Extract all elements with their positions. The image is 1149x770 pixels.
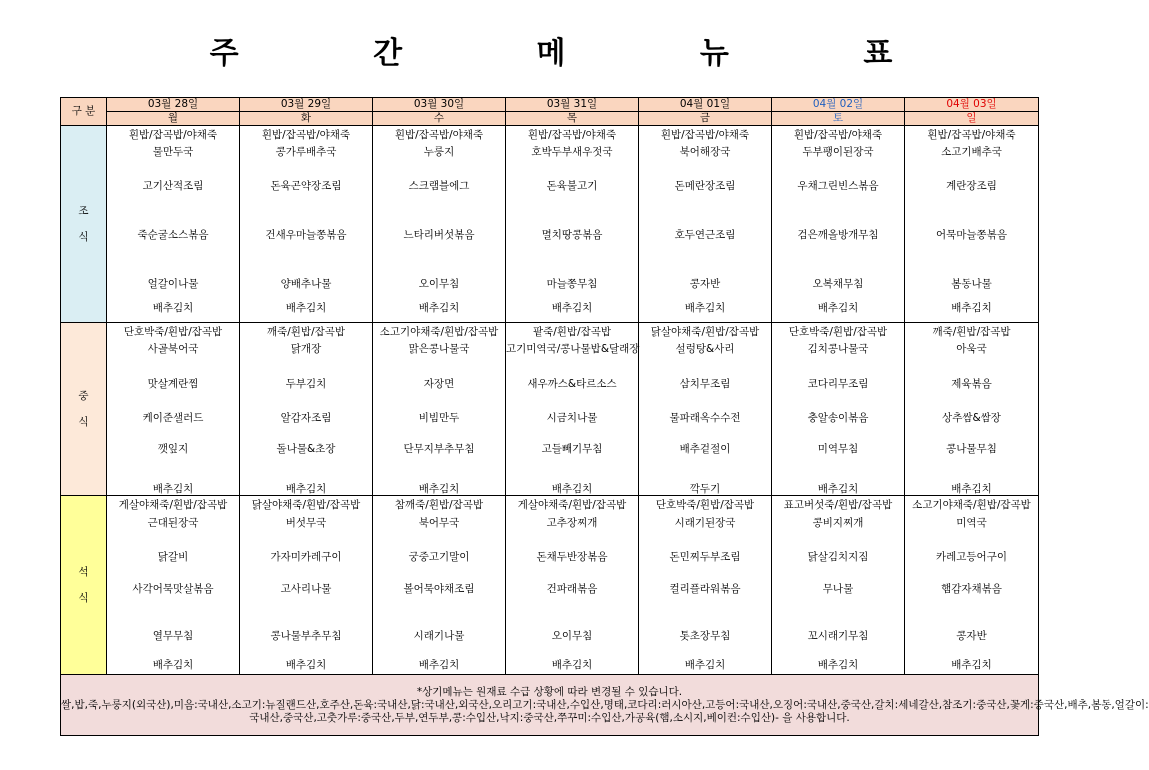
menu-item: 죽순굴소스볶음 [137, 229, 209, 241]
menu-item: 오이무침 [418, 278, 460, 290]
menu-item: 흰밥/잡곡밥/야채죽 [261, 129, 351, 141]
lunch-day-cell [373, 323, 506, 496]
menu-item: 콩자반 [956, 630, 987, 642]
menu-item: 배추김치 [285, 483, 327, 495]
menu-item: 두부팽이된장국 [802, 146, 874, 158]
meal-label-char: 식 [78, 416, 89, 428]
menu-item: 닭개장 [290, 343, 322, 355]
menu-item: 단무지부추무침 [403, 443, 475, 455]
menu-item: 배추김치 [817, 659, 859, 671]
gubun-header: 구 분 [61, 98, 107, 126]
menu-item: 깍두기 [689, 483, 721, 495]
menu-item: 배추김치 [551, 302, 593, 314]
dinner-day-cell [772, 496, 905, 675]
meal-label-char: 식 [78, 592, 89, 604]
menu-item: 톳초장무침 [679, 630, 731, 642]
menu-item: 북어해장국 [679, 146, 731, 158]
menu-item: 소고기야채죽/흰밥/잡곡밥 [912, 499, 1031, 511]
menu-item: 북어무국 [418, 517, 460, 529]
menu-item: 콩나물부추무침 [270, 630, 342, 642]
menu-item: 배추김치 [817, 483, 859, 495]
lunch-day-cell [240, 323, 373, 496]
day-header: 토 [772, 112, 905, 126]
breakfast-day-cell [373, 126, 506, 323]
menu-item: 배추김치 [418, 302, 460, 314]
date-header-row [61, 98, 1039, 112]
day-header-row [61, 112, 1039, 126]
menu-item: 미역국 [956, 517, 987, 529]
menu-item: 삼치무조림 [679, 378, 731, 390]
menu-item: 고기산적조림 [142, 180, 204, 192]
menu-item: 배추김치 [951, 483, 992, 495]
meal-label-char: 식 [78, 231, 89, 243]
day-header: 월 [107, 112, 240, 126]
menu-item: 표고버섯죽/흰밥/잡곡밥 [783, 499, 893, 511]
menu-item: 고사리나물 [280, 583, 332, 595]
date-header: 03월 31일 [506, 98, 639, 112]
breakfast-day-cell [107, 126, 240, 323]
menu-item: 배추김치 [418, 483, 460, 495]
day-header: 수 [373, 112, 506, 126]
note-line: 쌀,밥,죽,누룽지(외국산),미음:국내산,소고기:뉴질랜드산,호주산,돈육:국내산,닭:국내산,외국산,오리고기:국내산,수입산,명태,코다리:러시아산,고등어:국내산,오징어:국내산,중국산,갈치:세네갈산,참조기:중국산,꽃게:중국산,배추,봄동,얼갈이: [61, 698, 1149, 711]
menu-item: 배추김치 [418, 659, 460, 671]
menu-item: 배추김치 [817, 302, 859, 314]
menu-item: 콩가루배추국 [275, 146, 337, 158]
menu-item: 얼갈이나물 [147, 278, 199, 290]
breakfast-day-cell [240, 126, 373, 323]
menu-item: 배추김치 [152, 659, 194, 671]
menu-item: 코다리무조림 [807, 378, 869, 390]
menu-item: 참깨죽/흰밥/잡곡밥 [394, 499, 484, 511]
menu-item: 컬리플라워볶음 [669, 583, 741, 595]
menu-item: 배추김치 [152, 302, 194, 314]
menu-item: 배추김치 [551, 659, 593, 671]
menu-item: 비빔만두 [418, 412, 460, 424]
menu-item: 가자미카레구이 [270, 551, 342, 563]
menu-item: 단호박죽/흰밥/잡곡밥 [123, 326, 223, 338]
lunch-label [61, 323, 107, 496]
menu-item: 맑은콩나물국 [408, 343, 470, 355]
menu-item: 느타리버섯볶음 [403, 229, 475, 241]
menu-item: 충알송이볶음 [807, 412, 869, 424]
dinner-day-cell [373, 496, 506, 675]
dinner-day-cell [905, 496, 1039, 675]
notes-row [61, 675, 1039, 736]
date-header: 03월 28일 [107, 98, 240, 112]
date-header: 04월 01일 [639, 98, 772, 112]
menu-item: 멸치땅콩볶음 [541, 229, 603, 241]
menu-item: 건새우마늘쫑볶음 [265, 229, 347, 241]
menu-item: 양배추나물 [280, 278, 332, 290]
dinner-day-cell [240, 496, 373, 675]
menu-item: 단호박죽/흰밥/잡곡밥 [655, 499, 755, 511]
menu-item: 사골북어국 [147, 343, 199, 355]
date-header: 04월 02일 [772, 98, 905, 112]
menu-item: 봄동나물 [951, 278, 992, 290]
menu-item: 닭살야채죽/흰밥/잡곡밥 [251, 499, 361, 511]
breakfast-day-cell [506, 126, 639, 323]
menu-item: 돈민찌두부조림 [669, 551, 741, 563]
menu-item: 고들빼기무침 [541, 443, 603, 455]
lunch-day-cell [639, 323, 772, 496]
menu-item: 소고기야채죽/흰밥/잡곡밥 [379, 326, 499, 338]
dinner-label [61, 496, 107, 675]
meal-label-char: 조 [78, 205, 89, 217]
menu-item: 설렁탕&사리 [675, 343, 735, 355]
menu-item: 새우까스&타르소스 [527, 378, 617, 390]
menu-item: 시래기된장국 [674, 517, 736, 529]
menu-item: 돈육곤약장조림 [270, 180, 342, 192]
menu-item: 김치콩나물국 [807, 343, 869, 355]
page-title: 주 간 메 뉴 표 [209, 36, 955, 71]
menu-item: 스크램블에그 [408, 180, 470, 192]
menu-item: 흰밥/잡곡밥/야채죽 [793, 129, 883, 141]
breakfast-day-cell [772, 126, 905, 323]
menu-item: 돈채두반장볶음 [536, 551, 608, 563]
breakfast-label [61, 126, 107, 323]
menu-item: 배추김치 [285, 302, 327, 314]
menu-item: 카레고등어구이 [935, 551, 1007, 563]
menu-item: 햄감자채볶음 [941, 583, 1002, 595]
menu-item: 계란장조림 [946, 180, 997, 192]
breakfast-day-cell [905, 126, 1039, 323]
menu-item: 배추김치 [684, 659, 726, 671]
menu-item: 고추장찌개 [546, 517, 598, 529]
breakfast-day-cell [639, 126, 772, 323]
lunch-day-cell [506, 323, 639, 496]
menu-item: 돈메란장조림 [674, 180, 736, 192]
menu-item: 아욱국 [956, 343, 987, 355]
menu-item: 흰밥/잡곡밥/야채죽 [527, 129, 617, 141]
menu-item: 오복채무침 [812, 278, 864, 290]
menu-item: 호두연근조림 [674, 229, 736, 241]
menu-item: 자장면 [423, 378, 455, 390]
meal-label-char: 석 [78, 566, 89, 578]
menu-item: 사각어묵맛살볶음 [132, 583, 214, 595]
menu-item: 흰밥/잡곡밥/야채죽 [128, 129, 218, 141]
menu-item: 돌나물&초장 [276, 443, 336, 455]
menu-item: 궁중고기말이 [408, 551, 470, 563]
menu-item: 콩자반 [689, 278, 721, 290]
menu-item: 게살야채죽/흰밥/잡곡밥 [118, 499, 228, 511]
menu-item: 깨죽/흰밥/잡곡밥 [932, 326, 1011, 338]
menu-item: 누룽지 [423, 146, 455, 158]
menu-item: 고기미역국/콩나물밥&달래장 [506, 343, 640, 355]
menu-item: 두부김치 [285, 378, 327, 390]
note-line: *상기메뉴는 원재료 수급 상황에 따라 변경될 수 있습니다. [416, 685, 683, 698]
day-header: 일 [905, 112, 1039, 126]
menu-item: 깨죽/흰밥/잡곡밥 [266, 326, 346, 338]
menu-item: 근대된장국 [147, 517, 199, 529]
menu-item: 깻잎지 [157, 443, 189, 455]
menu-item: 버섯무국 [285, 517, 327, 529]
menu-item: 돈육불고기 [546, 180, 598, 192]
menu-item: 흰밥/잡곡밥/야채죽 [927, 129, 1016, 141]
menu-item: 상추쌈&쌈장 [942, 412, 1001, 424]
weekly-menu-table [60, 97, 1149, 736]
menu-item: 배추겉절이 [679, 443, 731, 455]
menu-item: 우채그린빈스볶음 [797, 180, 879, 192]
menu-item: 어묵마늘쫑볶음 [935, 229, 1007, 241]
date-header: 03월 30일 [373, 98, 506, 112]
menu-item: 케이준샐러드 [142, 412, 204, 424]
menu-item: 열무무침 [152, 630, 194, 642]
menu-item: 물만두국 [152, 146, 194, 158]
menu-item: 배추김치 [551, 483, 593, 495]
menu-item: 미역무침 [817, 443, 859, 455]
day-header: 목 [506, 112, 639, 126]
menu-item: 알감자조림 [280, 412, 332, 424]
menu-item: 닭갈비 [157, 551, 189, 563]
dinner-row [61, 496, 1039, 675]
menu-item: 호박두부새우젓국 [531, 146, 613, 158]
date-header: 04월 03일 [905, 98, 1039, 112]
dinner-day-cell [639, 496, 772, 675]
menu-item: 닭살야채죽/흰밥/잡곡밥 [650, 326, 760, 338]
breakfast-row [61, 126, 1039, 323]
menu-item: 검은깨올방개무침 [797, 229, 879, 241]
menu-item: 맛살계란찜 [147, 378, 199, 390]
menu-item: 마늘쫑무침 [546, 278, 598, 290]
menu-item: 소고기배추국 [941, 146, 1002, 158]
menu-item: 콩나물무침 [946, 443, 997, 455]
dinner-day-cell [506, 496, 639, 675]
menu-item: 콩비지찌개 [812, 517, 864, 529]
menu-item: 무나물 [822, 583, 854, 595]
day-header: 금 [639, 112, 772, 126]
menu-item: 꼬시래기무침 [807, 630, 869, 642]
menu-item: 흰밥/잡곡밥/야채죽 [394, 129, 484, 141]
menu-item: 팥죽/흰밥/잡곡밥 [532, 326, 612, 338]
menu-item: 건파래볶음 [546, 583, 598, 595]
menu-item: 닭살김치지짐 [807, 551, 869, 563]
menu-item: 물파래옥수수전 [669, 412, 741, 424]
lunch-day-cell [905, 323, 1039, 496]
origin-notes [61, 675, 1149, 736]
menu-item: 시래기나물 [413, 630, 465, 642]
dinner-day-cell [107, 496, 240, 675]
menu-item: 게살야채죽/흰밥/잡곡밥 [517, 499, 627, 511]
menu-item: 제육볶음 [951, 378, 992, 390]
menu-item: 배추김치 [152, 483, 194, 495]
lunch-day-cell [107, 323, 240, 496]
date-header: 03월 29일 [240, 98, 373, 112]
menu-item: 흰밥/잡곡밥/야채죽 [660, 129, 750, 141]
menu-item: 배추김치 [285, 659, 327, 671]
menu-item: 배추김치 [951, 302, 992, 314]
menu-item: 배추김치 [951, 659, 992, 671]
day-header: 화 [240, 112, 373, 126]
menu-item: 배추김치 [684, 302, 726, 314]
lunch-day-cell [772, 323, 905, 496]
menu-item: 볼어묵야채조림 [403, 583, 475, 595]
meal-label-char: 중 [78, 390, 89, 402]
note-line: 국내산,중국산,고춧가루:중국산,두부,연두부,콩:수입산,낙지:중국산,쭈꾸미:수입산,가공육(햄,소시지,베이컨:수입산)- 을 사용합니다. [249, 711, 850, 724]
menu-item: 시금치나물 [546, 412, 598, 424]
menu-item: 오이무침 [551, 630, 593, 642]
menu-item: 단호박죽/흰밥/잡곡밥 [788, 326, 888, 338]
lunch-row [61, 323, 1039, 496]
